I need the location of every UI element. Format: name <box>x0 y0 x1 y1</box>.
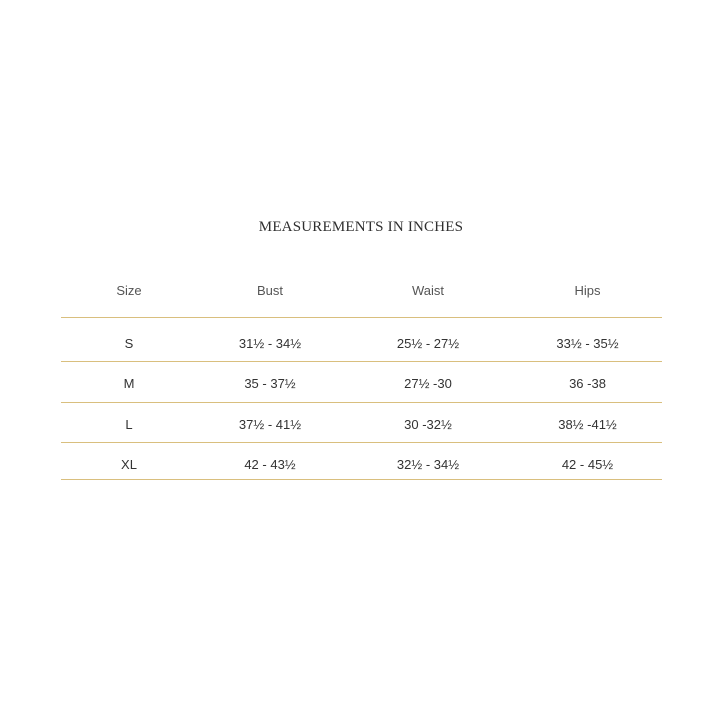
row-divider <box>61 361 662 362</box>
waist-cell: 30 -32½ <box>404 416 452 432</box>
table-header-row <box>61 280 662 300</box>
waist-cell: 27½ -30 <box>404 375 452 391</box>
column-header-size: Size <box>116 282 142 298</box>
waist-cell: 32½ - 34½ <box>396 456 460 472</box>
waist-cell: 25½ - 27½ <box>396 335 460 351</box>
size-cell: S <box>124 335 134 351</box>
page-title: MEASUREMENTS IN INCHES <box>258 219 464 235</box>
column-header-waist: Waist <box>411 282 445 298</box>
column-header-bust: Bust <box>256 282 283 298</box>
table-row <box>61 454 662 474</box>
bust-cell: 37½ - 41½ <box>238 416 302 432</box>
size-cell: L <box>125 416 133 432</box>
hips-cell: 33½ - 35½ <box>556 335 619 351</box>
bust-cell: 35 - 37½ <box>244 375 296 391</box>
row-divider <box>61 442 662 443</box>
hips-cell: 36 -38 <box>569 375 606 391</box>
table-row <box>61 333 662 353</box>
bust-cell: 42 - 43½ <box>244 456 296 472</box>
column-header-hips: Hips <box>574 282 601 298</box>
bust-cell: 31½ - 34½ <box>238 335 302 351</box>
size-cell: M <box>123 375 135 391</box>
hips-cell: 42 - 45½ <box>561 456 614 472</box>
table-row <box>61 373 662 393</box>
table-row <box>61 414 662 434</box>
row-divider <box>61 402 662 403</box>
header-divider <box>61 317 662 318</box>
row-divider <box>61 479 662 480</box>
size-cell: XL <box>121 456 137 472</box>
hips-cell: 38½ -41½ <box>558 416 617 432</box>
